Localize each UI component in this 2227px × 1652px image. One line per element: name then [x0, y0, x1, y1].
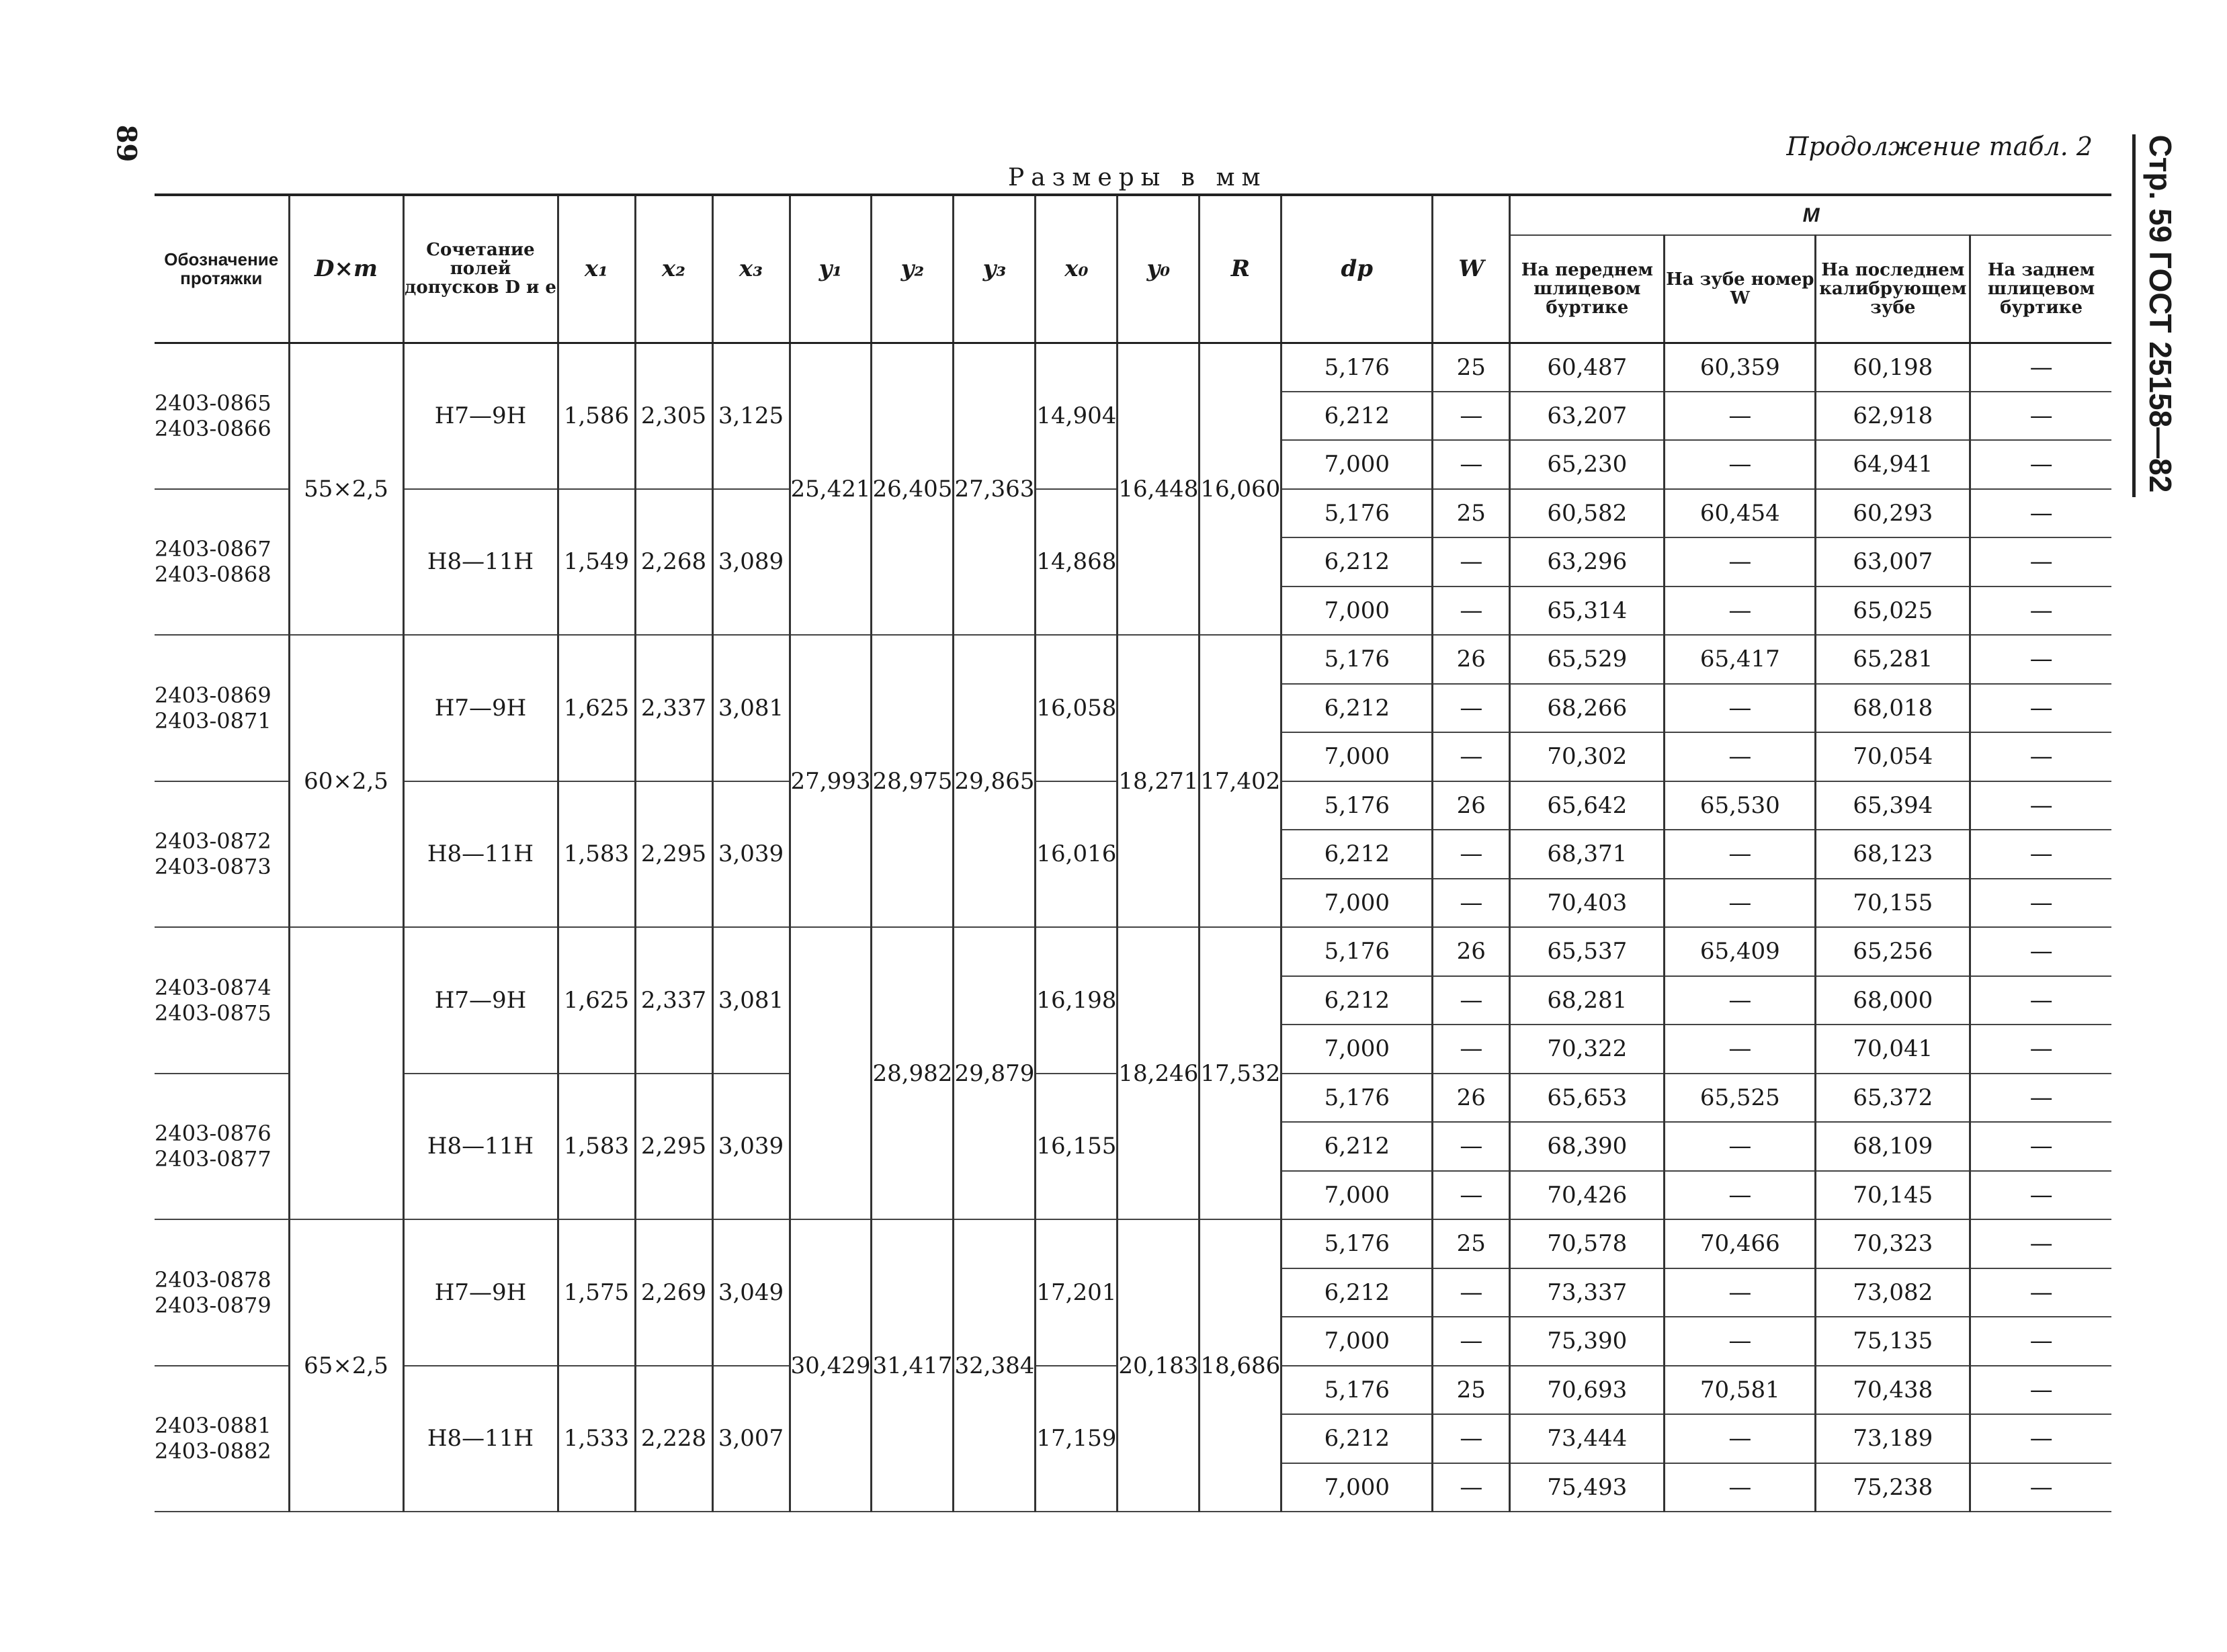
m-last-cell: 73,189 [1816, 1414, 1970, 1463]
m-tooth-cell: 60,359 [1665, 343, 1816, 392]
w-cell: 25 [1433, 1366, 1510, 1415]
m-front-cell: 63,296 [1510, 537, 1665, 586]
dp-cell: 6,212 [1281, 392, 1433, 441]
m-tooth-cell: — [1665, 1414, 1816, 1463]
x0-cell: 16,155 [1036, 1074, 1118, 1220]
x0-cell: 14,904 [1036, 343, 1118, 489]
m-last-cell: 75,135 [1816, 1317, 1970, 1366]
m-front-cell: 70,322 [1510, 1025, 1665, 1074]
x1-cell: 1,625 [558, 635, 635, 781]
m-rear-cell: — [1970, 1219, 2111, 1268]
dp-cell: 7,000 [1281, 732, 1433, 781]
col-m-last: На последнем калибрующем зубе [1816, 235, 1970, 343]
x2-cell: 2,269 [635, 1219, 712, 1366]
x1-cell: 1,625 [558, 927, 635, 1074]
dp-cell: 7,000 [1281, 1171, 1433, 1220]
m-last-cell: 75,238 [1816, 1463, 1970, 1512]
w-cell: 25 [1433, 489, 1510, 538]
m-front-cell: 65,653 [1510, 1074, 1665, 1123]
m-last-cell: 70,041 [1816, 1025, 1970, 1074]
w-cell: 26 [1433, 781, 1510, 830]
w-cell: — [1433, 1317, 1510, 1366]
x2-cell: 2,305 [635, 343, 712, 489]
dp-cell: 5,176 [1281, 1074, 1433, 1123]
y3-cell: 32,384 [954, 1219, 1036, 1512]
designation-code: 2403-0866 [155, 416, 271, 441]
designation-cell [155, 1219, 289, 1366]
w-cell: — [1433, 879, 1510, 928]
x0-cell: 16,198 [1036, 927, 1118, 1074]
designation-code: 2403-0868 [155, 562, 271, 588]
m-front-cell: 68,281 [1510, 976, 1665, 1025]
designation-code: 2403-0882 [155, 1438, 271, 1465]
designation-cell [155, 343, 289, 489]
m-rear-cell: — [1970, 1317, 2111, 1366]
dp-cell: 6,212 [1281, 1414, 1433, 1463]
x3-cell: 3,125 [712, 343, 790, 489]
designation-code: 2403-0878 [155, 1266, 271, 1293]
m-rear-cell: — [1970, 440, 2111, 489]
x0-cell: 16,058 [1036, 635, 1118, 781]
m-tooth-cell: — [1665, 1122, 1816, 1171]
m-front-cell: 73,444 [1510, 1414, 1665, 1463]
m-front-cell: 65,230 [1510, 440, 1665, 489]
x3-cell: 3,007 [712, 1366, 790, 1512]
m-tooth-cell: — [1665, 732, 1816, 781]
m-last-cell: 70,438 [1816, 1366, 1970, 1415]
tol-cell: H7—9H [403, 1219, 558, 1366]
col-y1: y₁ [790, 195, 872, 343]
w-cell: — [1433, 1122, 1510, 1171]
col-m-front: На переднем шлицевом буртике [1510, 235, 1665, 343]
w-cell: 26 [1433, 1074, 1510, 1123]
x3-cell: 3,081 [712, 635, 790, 781]
designation-code: 2403-0865 [155, 390, 271, 416]
dp-cell: 7,000 [1281, 1025, 1433, 1074]
x3-cell: 3,089 [712, 489, 790, 636]
designation-code: 2403-0871 [155, 707, 271, 734]
designation-code: 2403-0879 [155, 1292, 271, 1318]
designation-cell [155, 781, 289, 928]
m-rear-cell: — [1970, 1268, 2111, 1317]
m-last-cell: 64,941 [1816, 440, 1970, 489]
y1-cell: 25,421 [790, 343, 872, 635]
dp-cell: 7,000 [1281, 440, 1433, 489]
m-rear-cell: — [1970, 1074, 2111, 1123]
m-rear-cell: — [1970, 1463, 2111, 1512]
r-cell: 18,686 [1200, 1219, 1281, 1512]
w-cell: — [1433, 976, 1510, 1025]
x3-cell: 3,049 [712, 1219, 790, 1366]
m-front-cell: 75,390 [1510, 1317, 1665, 1366]
m-rear-cell: — [1970, 343, 2111, 392]
m-rear-cell: — [1970, 489, 2111, 538]
m-front-cell: 70,403 [1510, 879, 1665, 928]
tol-cell: H8—11H [403, 781, 558, 928]
designation-code: 2403-0874 [155, 974, 271, 1000]
col-y3: y₃ [954, 195, 1036, 343]
designation-code: 2403-0872 [155, 828, 271, 855]
m-tooth-cell: — [1665, 1463, 1816, 1512]
side-header [2140, 134, 2181, 497]
m-tooth-cell: 65,525 [1665, 1074, 1816, 1123]
dxm-cell: 65×2,5 [289, 1219, 403, 1512]
x2-cell: 2,268 [635, 489, 712, 636]
tol-cell: H7—9H [403, 927, 558, 1074]
y1-cell: 30,429 [790, 1219, 872, 1512]
col-tolerance: Сочетание полей допусков D и e [403, 195, 558, 343]
y2-cell: 28,982 [872, 927, 954, 1219]
dp-cell: 6,212 [1281, 1268, 1433, 1317]
dimensions-note: Размеры в мм [1008, 164, 1267, 191]
m-last-cell: 60,198 [1816, 343, 1970, 392]
m-tooth-cell: — [1665, 392, 1816, 441]
x2-cell: 2,337 [635, 635, 712, 781]
designation-code: 2403-0877 [155, 1146, 271, 1172]
m-tooth-cell: — [1665, 1171, 1816, 1220]
m-last-cell: 68,000 [1816, 976, 1970, 1025]
w-cell: 26 [1433, 635, 1510, 684]
table-body [155, 343, 2111, 1512]
m-front-cell: 63,207 [1510, 392, 1665, 441]
m-last-cell: 65,372 [1816, 1074, 1970, 1123]
designation-cell [155, 489, 289, 636]
m-tooth-cell: — [1665, 537, 1816, 586]
y0-cell: 20,183 [1118, 1219, 1200, 1512]
w-cell: 25 [1433, 343, 1510, 392]
col-x0: x₀ [1036, 195, 1118, 343]
m-tooth-cell: 70,466 [1665, 1219, 1816, 1268]
x1-cell: 1,533 [558, 1366, 635, 1512]
tol-cell: H8—11H [403, 1074, 558, 1220]
dp-cell: 7,000 [1281, 879, 1433, 928]
w-cell: — [1433, 1025, 1510, 1074]
m-tooth-cell: 65,530 [1665, 781, 1816, 830]
m-tooth-cell: — [1665, 830, 1816, 879]
x2-cell: 2,295 [635, 1074, 712, 1220]
dp-cell: 6,212 [1281, 976, 1433, 1025]
m-front-cell: 75,493 [1510, 1463, 1665, 1512]
dp-cell: 5,176 [1281, 781, 1433, 830]
col-r: R [1200, 195, 1281, 343]
m-tooth-cell: 60,454 [1665, 489, 1816, 538]
m-last-cell: 68,109 [1816, 1122, 1970, 1171]
m-front-cell: 65,537 [1510, 927, 1665, 976]
x0-cell: 17,201 [1036, 1219, 1118, 1366]
col-x3: x₃ [712, 195, 790, 343]
m-front-cell: 68,371 [1510, 830, 1665, 879]
m-rear-cell: — [1970, 1366, 2111, 1415]
m-front-cell: 60,487 [1510, 343, 1665, 392]
r-cell: 17,402 [1200, 635, 1281, 927]
y2-cell: 28,975 [872, 635, 954, 927]
m-tooth-cell: — [1665, 684, 1816, 733]
y0-cell: 18,271 [1118, 635, 1200, 927]
table-row [155, 635, 2111, 684]
m-last-cell: 73,082 [1816, 1268, 1970, 1317]
m-front-cell: 68,390 [1510, 1122, 1665, 1171]
x1-cell: 1,575 [558, 1219, 635, 1366]
y1-cell [790, 927, 872, 1219]
w-cell: — [1433, 1414, 1510, 1463]
dp-cell: 5,176 [1281, 635, 1433, 684]
m-rear-cell: — [1970, 830, 2111, 879]
x3-cell: 3,039 [712, 781, 790, 928]
continuation-label: Продолжение табл. 2 [1786, 132, 2093, 161]
m-tooth-cell: — [1665, 1268, 1816, 1317]
x2-cell: 2,295 [635, 781, 712, 928]
designation-code: 2403-0876 [155, 1121, 271, 1147]
table-row [155, 1219, 2111, 1268]
table-row [155, 343, 2111, 392]
x1-cell: 1,549 [558, 489, 635, 636]
m-tooth-cell: — [1665, 586, 1816, 636]
dp-cell: 6,212 [1281, 830, 1433, 879]
m-front-cell: 68,266 [1510, 684, 1665, 733]
w-cell: — [1433, 1463, 1510, 1512]
m-front-cell: 73,337 [1510, 1268, 1665, 1317]
m-last-cell: 68,018 [1816, 684, 1970, 733]
m-front-cell: 70,693 [1510, 1366, 1665, 1415]
tol-cell: H7—9H [403, 635, 558, 781]
m-rear-cell: — [1970, 927, 2111, 976]
dp-cell: 7,000 [1281, 586, 1433, 636]
dp-cell: 5,176 [1281, 343, 1433, 392]
x1-cell: 1,586 [558, 343, 635, 489]
m-front-cell: 65,314 [1510, 586, 1665, 636]
m-rear-cell: — [1970, 781, 2111, 830]
w-cell: — [1433, 684, 1510, 733]
m-last-cell: 62,918 [1816, 392, 1970, 441]
m-rear-cell: — [1970, 635, 2111, 684]
col-m-rear: На заднем шлицевом буртике [1970, 235, 2111, 343]
designation-cell [155, 1074, 289, 1220]
m-tooth-cell: — [1665, 1025, 1816, 1074]
y3-cell: 29,865 [954, 635, 1036, 927]
m-tooth-cell: 65,417 [1665, 635, 1816, 684]
m-last-cell: 60,293 [1816, 489, 1970, 538]
dp-cell: 5,176 [1281, 489, 1433, 538]
col-y0: y₀ [1118, 195, 1200, 343]
w-cell: — [1433, 440, 1510, 489]
x1-cell: 1,583 [558, 1074, 635, 1220]
y3-cell: 27,363 [954, 343, 1036, 635]
m-rear-cell: — [1970, 684, 2111, 733]
designation-code: 2403-0875 [155, 1000, 271, 1026]
x1-cell: 1,583 [558, 781, 635, 928]
m-rear-cell: — [1970, 392, 2111, 441]
r-cell: 16,060 [1200, 343, 1281, 635]
y1-cell: 27,993 [790, 635, 872, 927]
m-rear-cell: — [1970, 1171, 2111, 1220]
m-rear-cell: — [1970, 537, 2111, 586]
m-front-cell: 60,582 [1510, 489, 1665, 538]
designation-cell [155, 927, 289, 1074]
dp-cell: 6,212 [1281, 537, 1433, 586]
r-cell: 17,532 [1200, 927, 1281, 1219]
m-last-cell: 65,256 [1816, 927, 1970, 976]
col-designation: Обозначение протяжки [155, 195, 289, 343]
tol-cell: H7—9H [403, 343, 558, 489]
x0-cell: 17,159 [1036, 1366, 1118, 1512]
designation-code: 2403-0873 [155, 854, 271, 880]
m-rear-cell: — [1970, 1414, 2111, 1463]
m-tooth-cell: 65,409 [1665, 927, 1816, 976]
designation-cell [155, 1366, 289, 1512]
m-tooth-cell: — [1665, 879, 1816, 928]
dp-cell: 5,176 [1281, 1219, 1433, 1268]
col-dp: dp [1281, 195, 1433, 343]
page-number: 89 [110, 124, 142, 163]
x0-cell: 16,016 [1036, 781, 1118, 928]
x3-cell: 3,081 [712, 927, 790, 1074]
standard-label: Стр. 59 ГОСТ 25158—82 [2143, 134, 2178, 493]
m-front-cell: 65,642 [1510, 781, 1665, 830]
m-tooth-cell: — [1665, 976, 1816, 1025]
m-front-cell: 70,302 [1510, 732, 1665, 781]
designation-code: 2403-0869 [155, 682, 271, 708]
dp-cell: 7,000 [1281, 1317, 1433, 1366]
w-cell: — [1433, 732, 1510, 781]
m-last-cell: 65,281 [1816, 635, 1970, 684]
w-cell: — [1433, 537, 1510, 586]
dp-cell: 6,212 [1281, 1122, 1433, 1171]
dp-cell: 7,000 [1281, 1463, 1433, 1512]
spec-table [155, 193, 2111, 1512]
w-cell: — [1433, 586, 1510, 636]
w-cell: 25 [1433, 1219, 1510, 1268]
x3-cell: 3,039 [712, 1074, 790, 1220]
m-rear-cell: — [1970, 879, 2111, 928]
x2-cell: 2,337 [635, 927, 712, 1074]
col-y2: y₂ [872, 195, 954, 343]
m-last-cell: 68,123 [1816, 830, 1970, 879]
m-last-cell: 65,025 [1816, 586, 1970, 636]
y0-cell: 18,246 [1118, 927, 1200, 1219]
m-front-cell: 70,578 [1510, 1219, 1665, 1268]
y2-cell: 31,417 [872, 1219, 954, 1512]
m-last-cell: 70,155 [1816, 879, 1970, 928]
tol-cell: H8—11H [403, 489, 558, 636]
m-last-cell: 63,007 [1816, 537, 1970, 586]
dp-cell: 6,212 [1281, 684, 1433, 733]
w-cell: — [1433, 392, 1510, 441]
side-rule [2132, 134, 2136, 497]
y2-cell: 26,405 [872, 343, 954, 635]
col-m-tooth: На зубе номер W [1665, 235, 1816, 343]
col-x1: x₁ [558, 195, 635, 343]
m-front-cell: 70,426 [1510, 1171, 1665, 1220]
designation-cell [155, 635, 289, 781]
m-last-cell: 70,145 [1816, 1171, 1970, 1220]
m-rear-cell: — [1970, 976, 2111, 1025]
col-dxm: D×m [289, 195, 403, 343]
m-tooth-cell: — [1665, 440, 1816, 489]
m-tooth-cell: — [1665, 1317, 1816, 1366]
col-w: W [1433, 195, 1510, 343]
tol-cell: H8—11H [403, 1366, 558, 1512]
designation-code: 2403-0881 [155, 1413, 271, 1439]
m-rear-cell: — [1970, 1122, 2111, 1171]
w-cell: 26 [1433, 927, 1510, 976]
table-row [155, 927, 2111, 976]
m-rear-cell: — [1970, 732, 2111, 781]
col-x2: x₂ [635, 195, 712, 343]
w-cell: — [1433, 1171, 1510, 1220]
x2-cell: 2,228 [635, 1366, 712, 1512]
m-front-cell: 65,529 [1510, 635, 1665, 684]
y0-cell: 16,448 [1118, 343, 1200, 635]
dp-cell: 5,176 [1281, 1366, 1433, 1415]
m-rear-cell: — [1970, 586, 2111, 636]
m-rear-cell: — [1970, 1025, 2111, 1074]
m-last-cell: 70,054 [1816, 732, 1970, 781]
dxm-cell: 55×2,5 [289, 343, 403, 635]
m-last-cell: 65,394 [1816, 781, 1970, 830]
col-m: M [1510, 195, 2111, 235]
designation-code: 2403-0867 [155, 536, 271, 562]
x0-cell: 14,868 [1036, 489, 1118, 636]
dxm-cell: 60×2,5 [289, 635, 403, 927]
w-cell: — [1433, 1268, 1510, 1317]
y3-cell: 29,879 [954, 927, 1036, 1219]
m-tooth-cell: 70,581 [1665, 1366, 1816, 1415]
m-last-cell: 70,323 [1816, 1219, 1970, 1268]
dp-cell: 5,176 [1281, 927, 1433, 976]
dxm-cell [289, 927, 403, 1219]
w-cell: — [1433, 830, 1510, 879]
